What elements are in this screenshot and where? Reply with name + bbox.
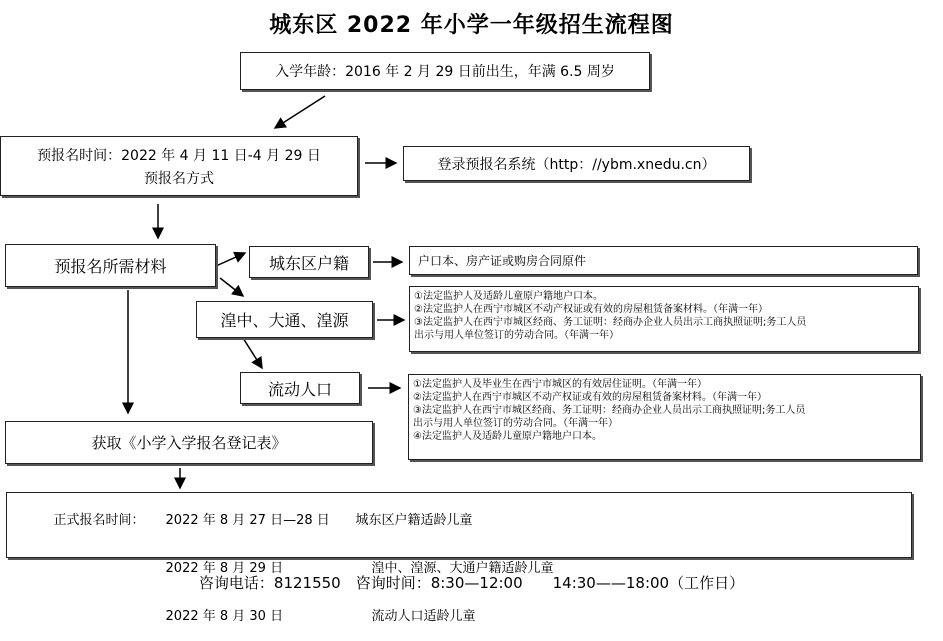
prereg-time-box: [0, 136, 358, 196]
huangzhong-item-1: ①法定监护人及适龄儿童原户籍地户口本。: [414, 291, 603, 302]
formal-reg-date-1: 2022 年 8 月 27 日—28 日: [165, 513, 330, 528]
form-box: [5, 421, 373, 464]
formal-reg-desc-1: 城东区户籍适龄儿童: [355, 513, 473, 528]
prereg-system-text: 登录预报名系统（http：//ybm.xnedu.cn）: [437, 156, 716, 173]
huangzhong-item-3: ③法定监护人在西宁市城区经商、务工证明：经商办企业人员出示工商执照证明;务工人员: [414, 317, 807, 328]
age-box: [240, 52, 650, 90]
liudong-item-4: 出示与用人单位签订的劳动合同。（年满一年）: [413, 418, 618, 429]
prereg-method-line: 预报名方式: [144, 171, 214, 187]
category-huangzhong-label: 湟中、大通、湟源: [220, 311, 349, 330]
chengdong-items-box: [409, 246, 918, 275]
arrow-materials-to-chengdong: [216, 253, 245, 266]
materials-label: 预报名所需材料: [54, 257, 167, 276]
arrow-materials-to-huangzhong: [220, 278, 243, 296]
form-text: 获取《小学入学报名登记表》: [91, 434, 287, 452]
footer-contact: 咨询电话：8121550 咨询时间：8:30—12:00 14:30——18:00（工作日）: [198, 574, 745, 592]
huangzhong-items-box: [409, 286, 919, 352]
formal-reg-desc-3: 流动人口适龄儿童: [371, 609, 476, 624]
age-text: 入学年龄：2016 年 2 月 29 日前出生，年满 6.5 周岁: [275, 64, 615, 80]
category-chengdong-label: 城东区户籍: [268, 253, 349, 273]
liudong-item-1: ①法定监护人及毕业生在西宁市城区的有效居住证明。（年满一年）: [413, 379, 707, 390]
liudong-item-2: ②法定监护人在西宁市城区不动产权证或有效的房屋租赁备案材料。（年满一年）: [413, 392, 767, 403]
chengdong-item-1: 户口本、房产证或购房合同原件: [418, 254, 587, 268]
arrow-age-to-prereg: [275, 96, 325, 128]
category-chengdong-box: [249, 246, 369, 278]
liudong-item-5: ④法定监护人及适龄儿童原户籍地户口本。: [413, 431, 602, 442]
materials-box: [5, 244, 216, 287]
huangzhong-item-2: ②法定监护人在西宁市城区不动产权证或有效的房屋租赁备案材料。（年满一年）: [414, 304, 768, 315]
category-liudong-box: [240, 372, 360, 404]
formal-reg-row-3: [37, 593, 911, 641]
formal-reg-desc-2: 湟中、湟源、大通户籍适龄儿童: [371, 561, 554, 576]
arrow-materials-to-liudong: [243, 338, 262, 368]
category-huangzhong-box: [196, 301, 373, 338]
page-title: 城东区 2022 年小学一年级招生流程图: [269, 13, 674, 38]
category-liudong-label: 流动人口: [267, 379, 332, 399]
formal-reg-row-1: [37, 497, 911, 545]
prereg-time-line1: 预报名时间：2022 年 4 月 11 日-4 月 29 日: [37, 148, 321, 164]
liudong-item-3: ③法定监护人在西宁市城区经商、务工证明：经商办企业人员出示工商执照证明;务工人员: [413, 405, 806, 416]
prereg-system-box: [403, 146, 750, 181]
huangzhong-item-4: 出示与用人单位签订的劳动合同。（年满一年）: [414, 330, 619, 341]
formal-reg-label: 正式报名时间：: [53, 513, 145, 528]
formal-reg-date-3: 2022 年 8 月 30 日: [165, 609, 284, 624]
liudong-items-box: [408, 374, 921, 460]
formal-reg-date-2: 2022 年 8 月 29 日: [165, 561, 284, 576]
